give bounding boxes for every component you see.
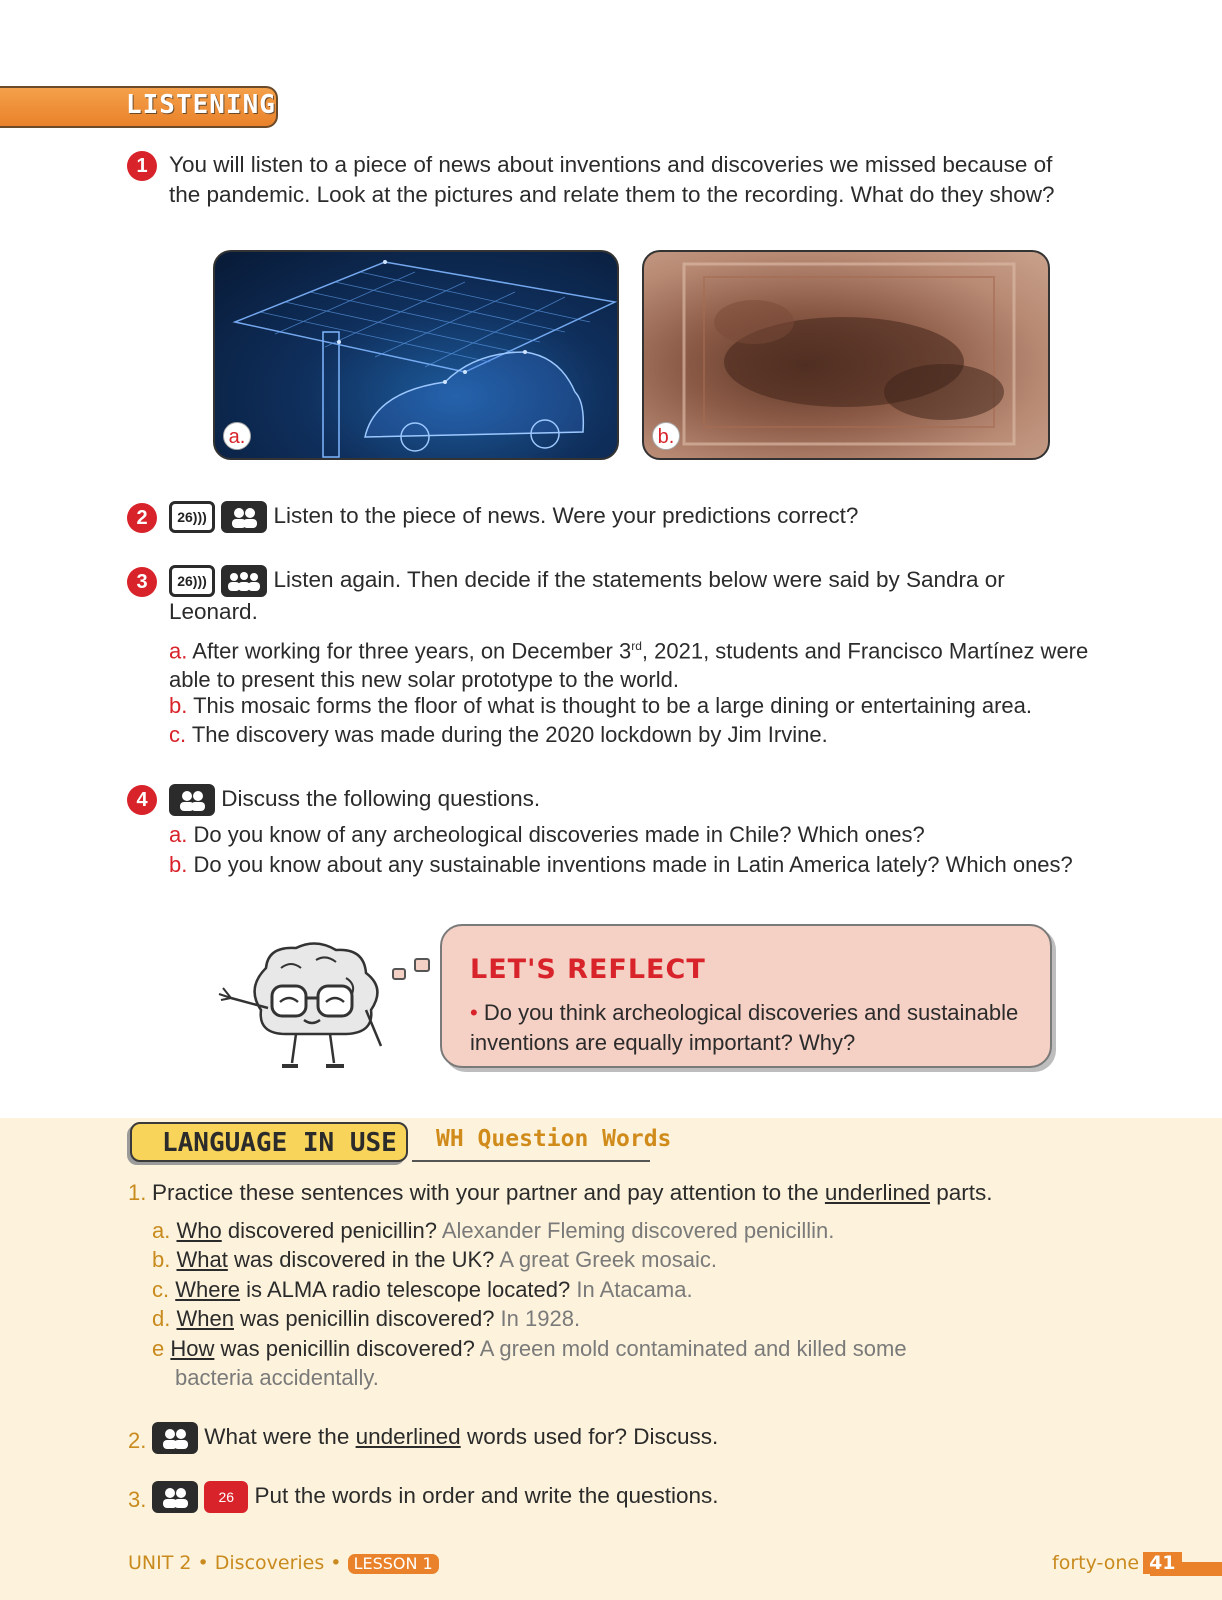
ex1-answer-b: A great Greek mosaic. <box>494 1247 717 1272</box>
ex1-letter-a: a. <box>152 1218 171 1243</box>
ex1-wh-b: What <box>176 1247 228 1272</box>
language-subtitle: WH Question Words <box>436 1126 672 1152</box>
ex2-text-before: What were the <box>204 1424 356 1449</box>
q3-statement-c <box>169 720 1129 749</box>
question-1-number: 1 <box>127 151 157 181</box>
language-in-use-tab <box>130 1122 408 1162</box>
ex1-item-e <box>152 1334 907 1363</box>
ex1-wh-e: How <box>170 1336 215 1361</box>
listening-header-label: LISTENING <box>126 90 276 120</box>
q3-letter-b: b. <box>169 693 188 718</box>
q4-letter-a: a. <box>169 822 188 847</box>
question-3-number: 3 <box>127 567 157 597</box>
exercise-1-instruction <box>152 1178 1152 1208</box>
ex1-letter-b: b. <box>152 1247 171 1272</box>
ex1-item-a <box>152 1216 834 1245</box>
question-1-text: You will listen to a piece of news about inventions and discoveries we missed because of the pandemic. Look at the pictures and relate them to the recording. What do they show? <box>169 152 1055 207</box>
ex1-question-c: is ALMA radio telescope located? <box>240 1277 571 1302</box>
photo-mosaic <box>642 250 1050 460</box>
footer-page <box>1052 1552 1182 1574</box>
subtitle-underline <box>412 1160 650 1162</box>
workbook-page-icon[interactable] <box>204 1481 248 1513</box>
exercise-3-line <box>152 1481 719 1513</box>
q4-question-a <box>169 820 1149 849</box>
audio-track-icon[interactable]: 26))) <box>169 565 215 597</box>
ex2-text-after: words used for? Discuss. <box>460 1424 719 1449</box>
language-tab-label: LANGUAGE IN USE <box>162 1128 397 1158</box>
exercise-1-number: 1. <box>128 1180 147 1205</box>
reflect-bullet-text: Do you think archeological discoveries and sustainable inventions are equally important? Why? <box>470 1000 1019 1055</box>
q3-statement-a-sup: rd <box>631 639 642 653</box>
ex1-wh-c: Where <box>175 1277 241 1302</box>
ex1-answer-a: Alexander Fleming discovered penicillin. <box>436 1218 835 1243</box>
ex1-question-d: was penicillin discovered? <box>233 1306 495 1331</box>
question-4-line <box>169 784 540 816</box>
pair-work-icon <box>169 784 215 816</box>
ex2-underlined: underlined <box>355 1424 461 1449</box>
question-3-text: Listen again. Then decide if the statements below were said by Sandra or Leonard. <box>169 567 1005 625</box>
footer-topic: Discoveries <box>214 1552 325 1574</box>
ex1-letter-c: c. <box>152 1277 170 1302</box>
ex1-answer-c: In Atacama. <box>570 1277 693 1302</box>
footer-page-number: 41 <box>1143 1552 1181 1574</box>
q4-question-a-text: Do you know of any archeological discoveries made in Chile? Which ones? <box>193 822 925 847</box>
reflect-title: LET'S REFLECT <box>470 954 706 985</box>
ex1-letter-d: d. <box>152 1306 171 1331</box>
ex1-wh-a: Who <box>176 1218 222 1243</box>
footer-unit: UNIT 2 • Discoveries • LESSON 1 <box>128 1552 439 1574</box>
pair-work-icon <box>152 1422 198 1454</box>
question-4-number: 4 <box>127 785 157 815</box>
ex1-item-d <box>152 1304 580 1333</box>
q4-question-b-text: Do you know about any sustainable inventions made in Latin America lately? Which ones? <box>193 852 1073 877</box>
q3-statement-b <box>169 691 1129 720</box>
photo-a-label: a. <box>223 422 251 450</box>
ex1-item-c <box>152 1275 693 1304</box>
question-2-number: 2 <box>127 503 157 533</box>
exercise-2-number: 2. <box>128 1428 147 1453</box>
q3-letter-a: a. <box>169 638 188 664</box>
ex1-text-before: Practice these sentences with your partner and pay attention to the <box>152 1180 825 1205</box>
photo-solar-carport <box>213 250 619 460</box>
q3-statement-a <box>169 632 1129 694</box>
group-work-icon <box>221 565 267 597</box>
question-2-text: Listen to the piece of news. Were your predictions correct? <box>273 503 859 528</box>
footer-page-word: forty-one <box>1052 1552 1140 1574</box>
mosaic-illustration <box>644 252 1050 460</box>
q3-statement-a-text: After working for three years, on December 3 <box>192 638 632 664</box>
thought-bubble-small <box>392 968 406 980</box>
ex1-letter-e: e <box>152 1336 165 1361</box>
footer-lesson-badge: LESSON 1 <box>348 1554 439 1574</box>
q4-question-b <box>169 850 1169 879</box>
audio-track-icon[interactable]: 26))) <box>169 501 215 533</box>
ex1-question-b: was discovered in the UK? <box>227 1247 495 1272</box>
exercise-2-line <box>152 1422 718 1454</box>
reflect-bullet <box>470 998 1030 1058</box>
q4-letter-b: b. <box>169 852 188 877</box>
ex1-answer-e: A green mold contaminated and killed some <box>474 1336 907 1361</box>
q3-letter-c: c. <box>169 722 187 747</box>
ex1-answer-d: In 1928. <box>494 1306 581 1331</box>
pair-work-icon <box>152 1481 198 1513</box>
bullet-dot-icon: • <box>470 1000 478 1025</box>
question-4-text: Discuss the following questions. <box>221 786 541 811</box>
footer-unit-text: UNIT 2 <box>128 1552 192 1574</box>
exercise-3-text: Put the words in order and write the questions. <box>254 1483 719 1508</box>
ex1-wh-d: When <box>176 1306 234 1331</box>
audio-track-number: 26 <box>177 509 193 526</box>
ex1-underlined: underlined <box>824 1180 930 1205</box>
photo-b-label: b. <box>652 422 680 450</box>
ex1-text-after: parts. <box>930 1180 993 1205</box>
brain-mascot-icon <box>206 938 406 1078</box>
lets-reflect-box <box>440 924 1052 1068</box>
exercise-3-number: 3. <box>128 1487 147 1512</box>
pair-work-icon <box>221 501 267 533</box>
ex1-question-a: discovered penicillin? <box>221 1218 437 1243</box>
thought-bubble-large <box>414 958 430 972</box>
workbook-page-number: 26 <box>218 1489 235 1506</box>
question-3-line <box>169 565 1069 627</box>
ex1-question-e: was penicillin discovered? <box>214 1336 475 1361</box>
ex1-item-b <box>152 1245 717 1274</box>
q3-statement-c-text: The discovery was made during the 2020 lockdown by Jim Irvine. <box>191 722 828 747</box>
q3-statement-a-text-end: , 2021, students and Francisco Martínez were able to present this new solar prototype to the world. <box>169 638 1089 693</box>
audio-track-number: 26 <box>177 573 193 590</box>
ex1-answer-e-continued: bacteria accidentally. <box>175 1365 379 1390</box>
q3-statement-b-text: This mosaic forms the floor of what is thought to be a large dining or entertaining area. <box>193 693 1032 718</box>
solar-car-illustration <box>215 252 619 460</box>
question-2-line <box>169 501 858 533</box>
